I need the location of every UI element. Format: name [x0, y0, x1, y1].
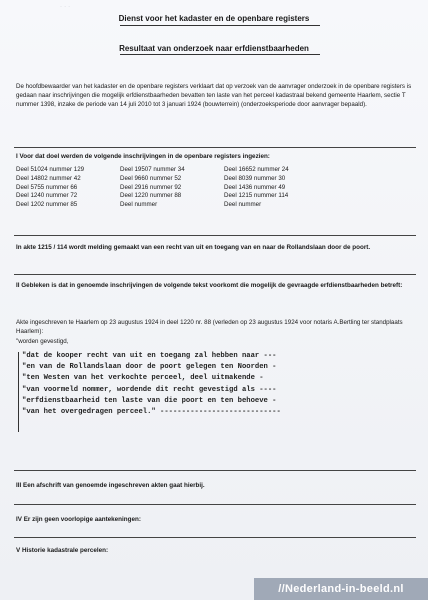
section-1-heading: I Voor dat doel werden de volgende inschrijvingen in de openbare registers ingezien: — [16, 153, 270, 160]
quote-lead: "worden gevestigd, — [16, 338, 69, 345]
typed-line: "en van de Rollandslaan door de poort gelegen ten Noorden - — [22, 363, 277, 372]
register-entries — [16, 166, 346, 208]
register-entry: Deel 1215 nummer 114 — [224, 192, 289, 200]
register-entry: Deel 14802 nummer 42 — [16, 174, 81, 182]
section-5-heading: V Historie kadastrale percelen: — [16, 547, 109, 554]
register-entry: Deel nummer — [224, 201, 262, 209]
document-title: Dienst voor het kadaster en de openbare registers — [118, 14, 310, 23]
typed-line: "van voormeld nommer, wordende dit recht gevestigd als ---- — [22, 385, 277, 394]
document-subtitle: Resultaat van onderzoek naar erfdienstbaarheden — [119, 44, 309, 53]
divider — [14, 147, 416, 148]
section-4-heading: IV Er zijn geen voorlopige aantekeningen: — [16, 516, 141, 523]
section-2-heading: II Gebleken is dat in genoemde inschrijvingen de volgende tekst voorkomt die mogelijk de gevraagde erfdienstbaarheden betreft: — [16, 282, 403, 289]
register-entry: Deel 1220 nummer 88 — [120, 192, 182, 200]
register-entry: Deel 5755 nummer 66 — [16, 183, 78, 191]
intro-paragraph: De hoofdbewaarder van het kadaster en de openbare registers verklaart dat op verzoek van de aanvrager onderzoek in de openbare registers is gedaan naar inschrijvingen die mogelijk erfdienstbaarheden bevatten ten laste van het perceel kadastraal bekend gemeente Haarlem, sectie T nummer 1398, inzake de periode van 14 juli 2010 tot 3 januari 1924 (bouwterrein) (onderzoeksperiode door aanvrager bepaald). — [16, 83, 412, 109]
note-1215-paragraph: In akte 1215 / 114 wordt melding gemaakt van een recht van uit en toegang van en naar de Rollandslaan door de poort. — [16, 244, 371, 251]
register-entry: Deel 1436 nummer 49 — [224, 183, 286, 191]
deed-reference: Akte ingeschreven te Haarlem op 23 augustus 1924 in deel 1220 nr. 88 (verleden op 23 augustus 1924 voor notaris A.Bertling ter standplaats Haarlem): — [16, 319, 403, 336]
register-entry: Deel 8039 nummer 30 — [224, 174, 286, 182]
register-entry: Deel 1202 nummer 85 — [16, 201, 78, 209]
typed-line: "ten Westen van het verkochte perceel, deel uitmakende - — [22, 374, 264, 383]
typed-line: "dat de kooper recht van uit en toegang zal hebben naar --- — [22, 352, 277, 360]
divider — [14, 470, 416, 471]
register-entry: Deel 9660 nummer 52 — [120, 174, 182, 182]
register-entry: Deel 16652 nummer 24 — [224, 166, 289, 173]
section-3-heading: III Een afschrift van genoemde ingeschreven akten gaat hierbij. — [16, 482, 205, 489]
title-underline — [120, 25, 320, 26]
bleed-through-text: · · · — [60, 4, 71, 10]
register-entry: Deel 1240 nummer 72 — [16, 192, 78, 200]
typed-line: "erfdienstbaarheid ten laste van die poort en ten behoeve - — [22, 396, 277, 405]
site-watermark: //Nederland-in-beeld.nl — [254, 578, 428, 600]
divider — [14, 235, 416, 236]
divider — [14, 537, 416, 538]
typed-line: "van het overgedragen perceel." ---------------------------- — [22, 408, 281, 417]
divider — [14, 504, 416, 505]
subtitle-underline — [120, 54, 320, 55]
typed-quote — [22, 351, 402, 418]
divider — [14, 274, 416, 275]
register-entry: Deel 2916 nummer 92 — [120, 183, 182, 191]
register-entry: Deel nummer — [120, 201, 158, 209]
register-entry: Deel 19507 nummer 34 — [120, 166, 185, 173]
register-entry: Deel 51024 nummer 129 — [16, 166, 85, 173]
